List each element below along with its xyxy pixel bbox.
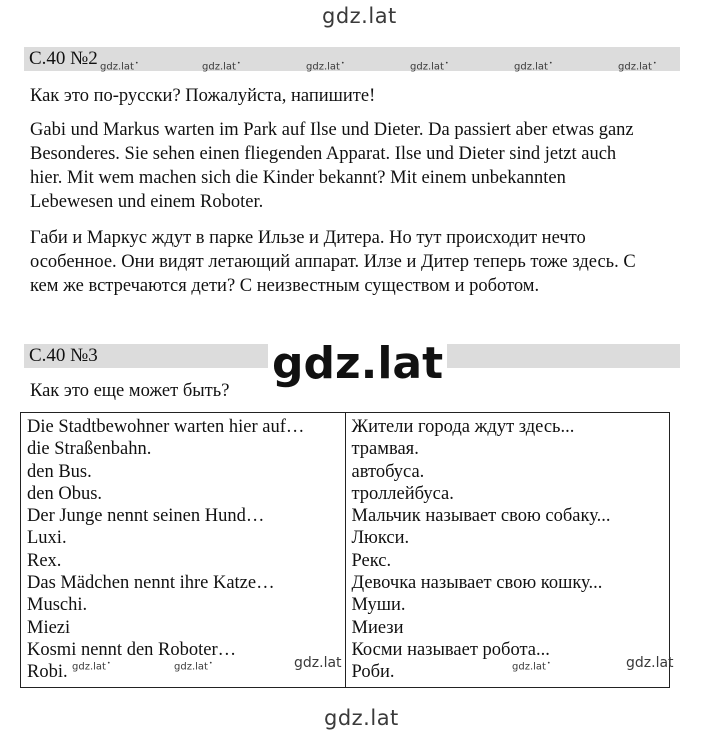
table-cell: Мальчик называет свою собаку... (351, 506, 611, 527)
table-cell: Роби. (351, 662, 395, 683)
watermark-bottom: gdz.lat (324, 706, 399, 730)
german-column (21, 413, 346, 688)
watermark-small: gdz.lat • (618, 60, 657, 72)
watermark-small: gdz.lat • (100, 60, 139, 72)
watermark-top: gdz.lat (322, 4, 397, 28)
table-cell: Люкси. (351, 528, 410, 549)
table-cell: Das Mädchen nennt ihre Katze… (27, 573, 275, 594)
section-prompt-1: Как это по-русски? Пожалуйста, напишите! (30, 86, 376, 106)
table-cell: Kosmi nennt den Roboter… (27, 639, 237, 660)
watermark-medium: gdz.lat (294, 655, 342, 671)
table-cell: die Straßenbahn. (27, 439, 152, 460)
table-cell: трамвая. (351, 439, 419, 460)
paragraph-line: особенное. Они видят летающий аппарат. Илзе и Дитер теперь тоже здесь. С (30, 252, 636, 272)
table-cell: Косми называет робота... (351, 639, 550, 660)
table-cell: Die Stadtbewohner warten hier auf… (27, 417, 305, 437)
russian-paragraph (30, 226, 678, 298)
paragraph-line: Gabi und Markus warten im Park auf Ilse und Dieter. Da passiert aber etwas ganz (30, 120, 634, 140)
paragraph-line: Besonderes. Sie sehen einen fliegenden Apparat. Ilse und Dieter sind jetzt auch (30, 144, 617, 164)
table-cell: Luxi. (27, 528, 67, 549)
table-cell: den Obus. (27, 483, 103, 504)
paragraph-line: Габи и Маркус ждут в парке Ильзе и Дитера. Но тут происходит нечто (30, 228, 586, 248)
section-prompt-2: Как это еще может быть? (30, 381, 230, 401)
table-cell: Miezi (27, 617, 71, 638)
watermark-medium: gdz.lat (626, 655, 674, 671)
table-cell: троллейбуса. (351, 483, 454, 504)
table-cell: Девочка называет свою кошку... (351, 573, 603, 594)
watermark-small: gdz.lat • (410, 60, 449, 72)
watermark-large: gdz.lat (268, 338, 447, 390)
table-cell: Rex. (27, 550, 62, 571)
watermark-small: gdz.lat • (514, 60, 553, 72)
watermark-small: gdz.lat • (512, 660, 551, 672)
table-row (21, 413, 670, 688)
german-paragraph (30, 118, 678, 214)
watermark-small: gdz.lat • (174, 660, 213, 672)
section-header-1: C.40 №2 (29, 48, 98, 69)
table-cell: Миези (351, 617, 404, 638)
table-cell: Муши. (351, 595, 406, 616)
table-cell: Robi. (27, 662, 68, 683)
vocabulary-table (20, 412, 670, 688)
russian-column (345, 413, 670, 688)
table-cell: Рекс. (351, 550, 392, 571)
table-cell: Muschi. (27, 595, 88, 616)
paragraph-line: hier. Mit wem machen sich die Kinder bekannt? Mit einem unbekannten (30, 168, 566, 188)
section-header-2: C.40 №3 (29, 345, 98, 366)
table-cell: автобуса. (351, 461, 425, 482)
table-cell: Жители города ждут здесь... (351, 417, 575, 437)
paragraph-line: кем же встречаются дети? С неизвестным существом и роботом. (30, 276, 540, 296)
table-cell: Der Junge nennt seinen Hund… (27, 506, 265, 527)
watermark-small: gdz.lat • (202, 60, 241, 72)
watermark-small: gdz.lat • (306, 60, 345, 72)
paragraph-line: Lebewesen und einem Roboter. (30, 192, 264, 212)
watermark-small: gdz.lat • (72, 660, 111, 672)
table-cell: den Bus. (27, 461, 92, 482)
